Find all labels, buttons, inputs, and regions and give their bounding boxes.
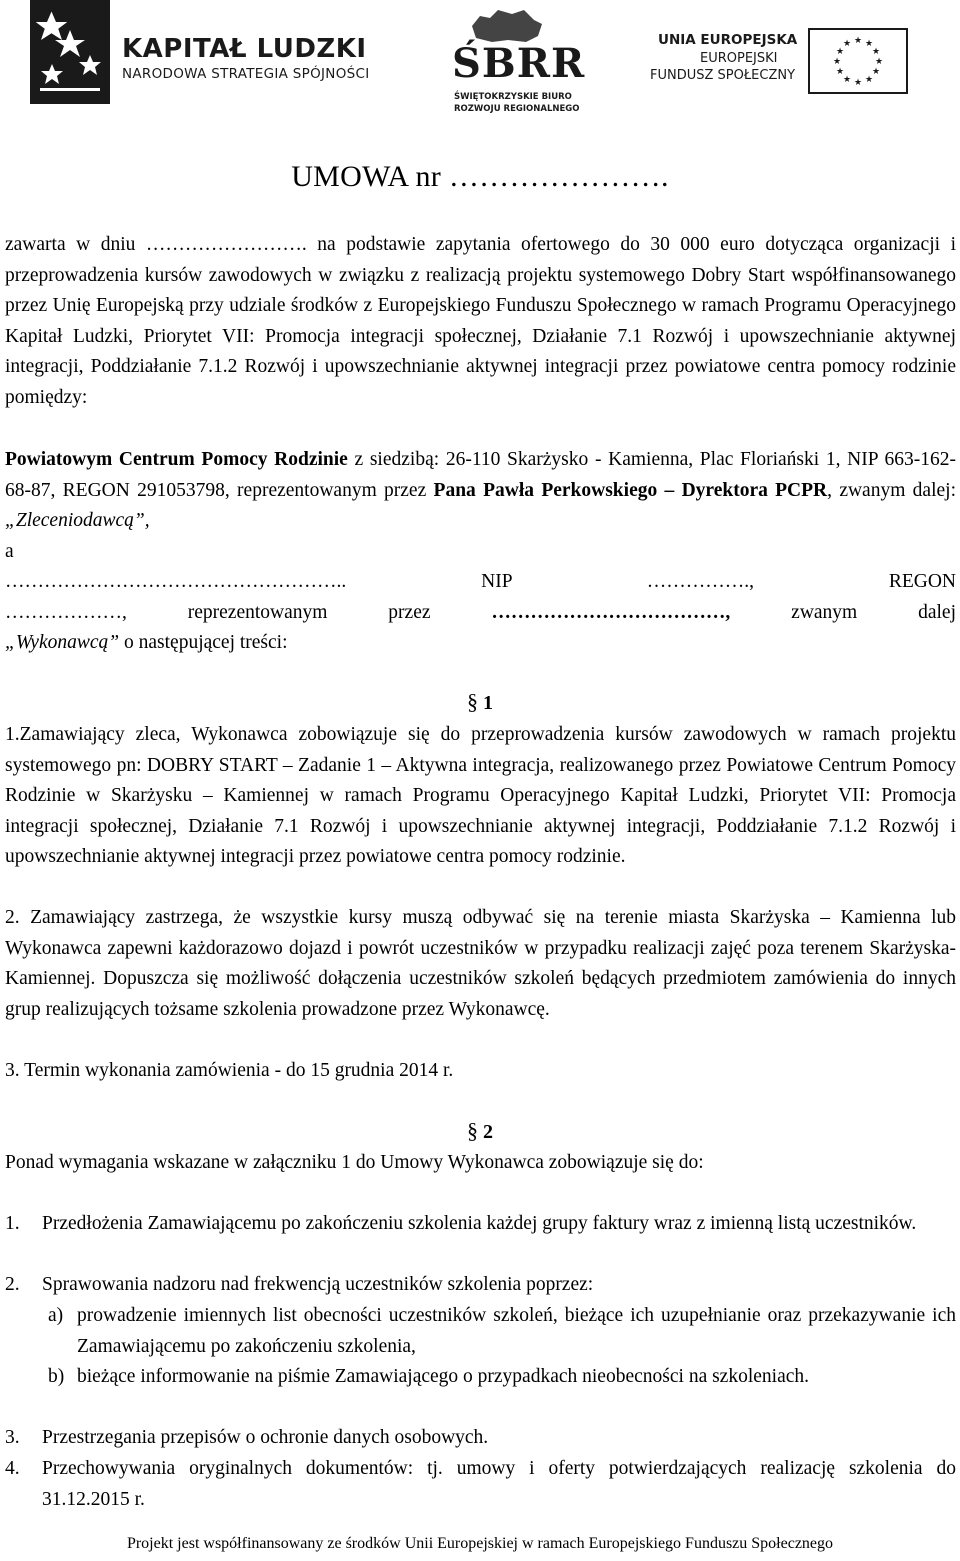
sbrr-title: ŚBRR: [452, 40, 586, 87]
svg-text:★: ★: [835, 67, 845, 77]
section-1-paragraph-1: 1.Zamawiający zleca, Wykonawca zobowiązuje się do przeprowadzenia kursów zawodowych w ramach projektu systemowego pn: DOBRY START – Zadanie 1 – Aktywna integracja, realizowanego przez Powiatowe Centrum Pomocy Rodzinie w Skarżysku – Kamiennej w ramach Programu Operacyjnego Kapitał Ludzki, Priorytet VII: Promocja integracji społecznej, Działanie 7.1 Rozwój i upowszechnianie aktywnej integracji, Poddziałanie 7.1.2 Rozwój i upowszechnianie aktywnej integracji przez powiatowe centra pomocy rodzinie.: [5, 724, 956, 868]
section-2-heading: [0, 1118, 960, 1144]
eu-flag-icon: [808, 28, 908, 94]
party1-called: , zwanym dalej:: [827, 479, 956, 501]
svg-text:★: ★: [842, 75, 852, 85]
list-subitem: [44, 1301, 956, 1362]
sbrr-logo: [440, 8, 586, 118]
section-2-lead: Ponad wymagania wskazane w załączniku 1 do Umowy Wykonawca zobowiązuje się do:: [5, 1152, 704, 1173]
kapital-ludzki-title: KAPITAŁ LUDZKI: [122, 34, 367, 64]
sbrr-subtitle-1: ŚWIĘTOKRZYSKIE BIURO: [454, 92, 572, 102]
list-item: [5, 1270, 956, 1301]
list-subitem: [44, 1362, 956, 1393]
svg-text:★: ★: [864, 39, 874, 49]
section-number: 2: [483, 1121, 493, 1143]
list-letter: b): [48, 1366, 65, 1387]
ue-line-1: UNIA EUROPEJSKA: [658, 32, 798, 48]
list-number: 3.: [5, 1427, 20, 1448]
page-footer: Projekt jest współfinansowany ze środków Unii Europejskiej w ramach Europejskiego Funduszu Społecznego: [126, 1535, 834, 1552]
party2-line-1: …………………………………………….. NIP ……………., REGON: [5, 571, 956, 592]
sbrr-subtitle-2: ROZWOJU REGIONALNEGO: [454, 104, 580, 114]
kapital-ludzki-logo: [30, 0, 370, 110]
ue-line-2: EUROPEJSKI: [700, 51, 778, 66]
section-number: 1: [483, 692, 493, 714]
region-map-icon: [468, 8, 548, 44]
svg-text:★: ★: [842, 39, 852, 49]
list-item: [5, 1454, 956, 1515]
party2-representative: ………………………………,: [491, 602, 731, 623]
svg-text:★: ★: [853, 36, 863, 46]
party1-details: z siedzibą: 26-110 Skarżysko - Kamienna, Plac Floriański 1, NIP 663-162-68-87, REGON 291053798, reprezentowanym przez: [5, 449, 956, 501]
section-symbol: §: [467, 689, 478, 714]
section-symbol: §: [467, 1118, 478, 1143]
party2-called: zwanym dalej: [730, 602, 956, 623]
list-text: Przechowywania oryginalnych dokumentów: tj. umowy i oferty potwierdzających realizację szkolenia do 31.12.2015 r.: [42, 1458, 956, 1510]
list-item: [5, 1423, 956, 1454]
list-item: [5, 1209, 956, 1240]
party1-paragraph: [5, 445, 956, 537]
party1-role: „Zleceniodawcą”,: [5, 510, 150, 532]
party1-representative: Pana Pawła Perkowskiego – Dyrektora PCPR: [433, 479, 828, 501]
kapital-ludzki-emblem-icon: [30, 0, 110, 104]
svg-text:★: ★: [832, 57, 842, 67]
section-1-paragraph-3: 3. Termin wykonania zamówienia - do 15 grudnia 2014 r.: [5, 1060, 454, 1081]
list-number: 2.: [5, 1274, 20, 1295]
kapital-ludzki-subtitle: NARODOWA STRATEGIA SPÓJNOŚCI: [122, 66, 370, 82]
svg-text:★: ★: [853, 78, 863, 88]
list-number: 4.: [5, 1458, 20, 1479]
ue-line-3: FUNDUSZ SPOŁECZNY: [650, 68, 796, 83]
section-1-paragraph-2: 2. Zamawiający zastrzega, że wszystkie kursy muszą odbywać się na terenie miasta Skarżyska – Kamienna lub Wykonawca zapewni każdorazowo dojazd i powrót uczestników w przypadku realizacji zajęć poza terenem Skarżyska- Kamiennej. Dopuszcza się możliwość dołączenia uczestników szkoleń będących przedmiotem zamówienia do innych grup realizujących tożsame szkolenia prowadzone przez Wykonawcę.: [5, 907, 956, 1020]
and-word: a: [5, 541, 14, 562]
list-text: bieżące informowanie na piśmie Zamawiającego o przypadkach nieobecności na szkoleniach.: [77, 1366, 810, 1387]
svg-text:★: ★: [874, 57, 884, 67]
svg-text:★: ★: [871, 47, 881, 57]
contract-title: UMOWA nr ………………….: [291, 160, 669, 193]
party2-line-3: [5, 628, 956, 659]
intro-paragraph: zawarta w dniu ……………………. na podstawie zapytania ofertowego do 30 000 euro dotycząca organizacji i przeprowadzenia kursów zawodowych w związku z realizacją projektu systemowego Dobry Start współfinansowanego przez Unię Europejską przy udziale środków z Europejskiego Funduszu Społecznego w ramach Programu Operacyjnego Kapitał Ludzki, Priorytet VII: Promocja integracji społecznej, Działanie 7.1 Rozwój i upowszechnianie aktywnej integracji, Poddziałanie 7.1.2 Rozwój i upowszechnianie aktywnej integracji przez powiatowe centra pomocy rodzinie pomiędzy:: [5, 234, 956, 408]
party2-nip-regon: ………………, reprezentowanym przez: [5, 602, 492, 623]
list-text: Przestrzegania przepisów o ochronie danych osobowych.: [42, 1427, 489, 1448]
party2-line-2: [5, 598, 956, 629]
list-number: 1.: [5, 1213, 20, 1234]
svg-text:★: ★: [864, 75, 874, 85]
svg-text:★: ★: [871, 67, 881, 77]
svg-text:★: ★: [835, 47, 845, 57]
list-text: Przedłożenia Zamawiającemu po zakończeniu szkolenia każdej grupy faktury wraz z imienną listą uczestników.: [42, 1213, 917, 1234]
section-1-heading: [0, 689, 960, 715]
party2-role: „Wykonawcą”: [5, 632, 120, 653]
list-text: prowadzenie imiennych list obecności uczestników szkoleń, bieżące ich uzupełnianie oraz przekazywanie ich Zamawiającemu po zakończeniu szkolenia,: [77, 1305, 956, 1357]
ue-logo: [650, 28, 920, 98]
party2-ending: o następującej treści:: [119, 632, 288, 653]
list-text: Sprawowania nadzoru nad frekwencją uczestników szkolenia poprzez:: [42, 1274, 594, 1295]
list-letter: a): [48, 1305, 64, 1326]
party1-name: Powiatowym Centrum Pomocy Rodzinie: [5, 449, 348, 470]
header-logos: [0, 0, 960, 120]
